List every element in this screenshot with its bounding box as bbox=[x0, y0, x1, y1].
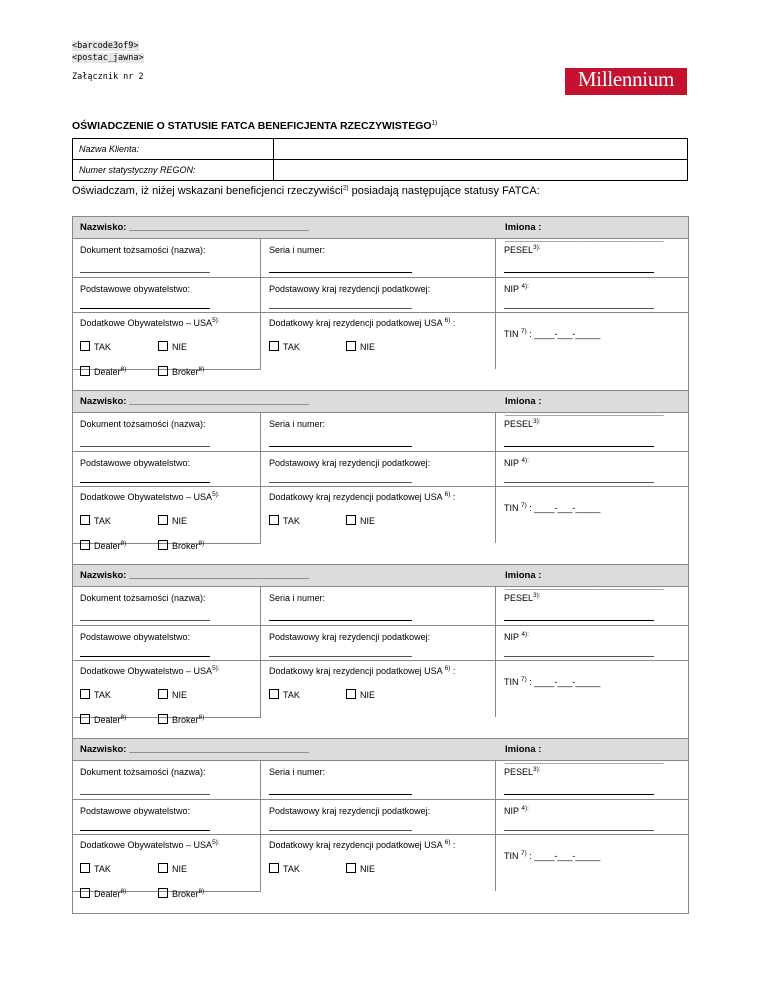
pesel-field[interactable] bbox=[504, 446, 654, 447]
regon-field[interactable] bbox=[274, 160, 688, 181]
column-divider bbox=[260, 586, 261, 717]
row-divider bbox=[73, 834, 688, 835]
tin-label: TIN $^{7)}$ : ____-___-_____ bbox=[504, 328, 601, 339]
column-divider bbox=[495, 238, 496, 369]
pesel-label: $PESEL^{3):}$ bbox=[504, 418, 541, 429]
tax-country-field[interactable] bbox=[269, 482, 412, 483]
nip-label: NIP $^{4):}$ bbox=[504, 631, 529, 642]
citizenship-label: Podstawowe obywatelstwo: bbox=[80, 284, 191, 294]
usa-citizenship-yes-checkbox[interactable]: TAK bbox=[80, 515, 111, 526]
series-number-field[interactable] bbox=[269, 620, 412, 621]
dealer-checkbox[interactable]: Dealer$^{8)}$ bbox=[80, 714, 126, 725]
beneficiary-header bbox=[73, 217, 688, 244]
pesel-field[interactable] bbox=[504, 272, 654, 273]
checkbox-icon bbox=[80, 888, 90, 898]
row-divider bbox=[73, 486, 688, 487]
nip-field[interactable] bbox=[504, 656, 654, 657]
checkbox-icon bbox=[269, 689, 279, 699]
dealer-checkbox[interactable]: Dealer$^{8)}$ bbox=[80, 366, 126, 377]
beneficiary-header bbox=[73, 391, 688, 418]
citizenship-label: Podstawowe obywatelstwo: bbox=[80, 632, 191, 642]
additional-citizenship-label: Dodatkowe Obywatelstwo – $USA^{5):}$ bbox=[80, 665, 220, 676]
usa-citizenship-yes-checkbox[interactable]: TAK bbox=[80, 863, 111, 874]
millennium-bank-logo: Millennium bbox=[565, 68, 687, 95]
checkbox-icon bbox=[158, 888, 168, 898]
additional-citizenship-label: Dodatkowe Obywatelstwo – $USA^{5):}$ bbox=[80, 839, 220, 850]
pesel-label: $PESEL^{3):}$ bbox=[504, 766, 541, 777]
id-document-label: Dokument tożsamości (nazwa): bbox=[80, 593, 206, 603]
beneficiary-block bbox=[72, 390, 689, 566]
checkbox-icon bbox=[80, 341, 90, 351]
tax-country-field[interactable] bbox=[269, 308, 412, 309]
series-number-label: Seria i numer: bbox=[269, 419, 326, 429]
declaration-text: Oświadczam, iż niżej wskazani beneficjenci rzeczywiści$^{2)}$ posiadają następujące statusy FATCA: bbox=[72, 184, 540, 197]
citizenship-label: Podstawowe obywatelstwo: bbox=[80, 458, 191, 468]
surname-field[interactable]: __________________________________ bbox=[129, 396, 309, 407]
nip-field[interactable] bbox=[504, 482, 654, 483]
first-names-label: Imiona : ______________________________ bbox=[505, 744, 664, 766]
checkbox-icon bbox=[158, 540, 168, 550]
tax-country-label: Podstawowy kraj rezydencji podatkowej: bbox=[269, 632, 431, 642]
usa-tax-no-checkbox[interactable]: NIE bbox=[346, 341, 375, 352]
surname-label: Nazwisko: __________________________________ bbox=[80, 396, 309, 407]
checkbox-icon bbox=[158, 366, 168, 376]
checkbox-icon bbox=[158, 515, 168, 525]
tin-label: TIN $^{7)}$ : ____-___-_____ bbox=[504, 502, 601, 513]
checkbox-icon bbox=[158, 863, 168, 873]
first-names-field[interactable]: ______________________________ bbox=[505, 233, 664, 244]
checkbox-icon bbox=[346, 689, 356, 699]
nip-label: NIP $^{4):}$ bbox=[504, 805, 529, 816]
usa-tax-no-checkbox[interactable]: NIE bbox=[346, 863, 375, 874]
series-number-label: Seria i numer: bbox=[269, 245, 326, 255]
series-number-label: Seria i numer: bbox=[269, 593, 326, 603]
first-names-field[interactable]: ______________________________ bbox=[505, 407, 664, 418]
checkbox-icon bbox=[80, 863, 90, 873]
series-number-field[interactable] bbox=[269, 272, 412, 273]
surname-field[interactable]: __________________________________ bbox=[129, 222, 309, 233]
beneficiary-header bbox=[73, 739, 688, 766]
checkbox-icon bbox=[158, 714, 168, 724]
id-document-field[interactable] bbox=[80, 794, 210, 795]
id-document-field[interactable] bbox=[80, 446, 210, 447]
checkbox-icon bbox=[269, 863, 279, 873]
nip-field[interactable] bbox=[504, 830, 654, 831]
id-document-label: Dokument tożsamości (nazwa): bbox=[80, 245, 206, 255]
visibility-placeholder: <postac_jawna> bbox=[72, 53, 144, 63]
checkbox-icon bbox=[346, 863, 356, 873]
checkbox-icon bbox=[80, 540, 90, 550]
row-divider bbox=[73, 312, 688, 313]
surname-label: Nazwisko: __________________________________ bbox=[80, 744, 309, 755]
row-divider bbox=[73, 277, 688, 278]
usa-tax-yes-checkbox[interactable]: TAK bbox=[269, 863, 300, 874]
citizenship-field[interactable] bbox=[80, 830, 210, 831]
tax-country-field[interactable] bbox=[269, 656, 412, 657]
dealer-checkbox[interactable]: Dealer$^{8)}$ bbox=[80, 888, 126, 899]
regon-label: Numer statystyczny REGON: bbox=[73, 160, 274, 181]
citizenship-field[interactable] bbox=[80, 308, 210, 309]
checkbox-icon bbox=[269, 341, 279, 351]
column-divider bbox=[260, 412, 261, 543]
column-divider bbox=[260, 760, 261, 891]
citizenship-label: Podstawowe obywatelstwo: bbox=[80, 806, 191, 816]
id-document-field[interactable] bbox=[80, 620, 210, 621]
client-name-label: Nazwa Klienta: bbox=[73, 139, 274, 160]
first-names-label: Imiona : ______________________________ bbox=[505, 222, 664, 244]
citizenship-field[interactable] bbox=[80, 482, 210, 483]
first-names-field[interactable]: ______________________________ bbox=[505, 581, 664, 592]
checkbox-icon bbox=[80, 515, 90, 525]
checkbox-icon bbox=[346, 341, 356, 351]
surname-label: Nazwisko: __________________________________ bbox=[80, 570, 309, 581]
broker-checkbox[interactable]: Broker$^{8)}$ bbox=[158, 714, 204, 725]
tax-country-label: Podstawowy kraj rezydencji podatkowej: bbox=[269, 458, 431, 468]
dealer-checkbox[interactable]: Dealer$^{8)}$ bbox=[80, 540, 126, 551]
additional-citizenship-label: Dodatkowe Obywatelstwo – $USA^{5):}$ bbox=[80, 491, 220, 502]
tax-country-field[interactable] bbox=[269, 830, 412, 831]
broker-checkbox[interactable]: Broker$^{8)}$ bbox=[158, 366, 204, 377]
pesel-label: $PESEL^{3):}$ bbox=[504, 244, 541, 255]
nip-field[interactable] bbox=[504, 308, 654, 309]
barcode-placeholder: <barcode3of9> bbox=[72, 41, 139, 51]
usa-tax-yes-checkbox[interactable]: TAK bbox=[269, 515, 300, 526]
series-number-label: Seria i numer: bbox=[269, 767, 326, 777]
client-name-field[interactable] bbox=[274, 139, 688, 160]
checkbox-icon bbox=[158, 689, 168, 699]
tax-country-label: Podstawowy kraj rezydencji podatkowej: bbox=[269, 284, 431, 294]
logo-subtitle: bank bbox=[650, 89, 666, 96]
checkbox-icon bbox=[80, 689, 90, 699]
checkbox-icon bbox=[346, 515, 356, 525]
additional-tax-country-label: Dodatkowy kraj rezydencji podatkowej USA $^{6)}$ : bbox=[269, 317, 456, 328]
usa-citizenship-no-checkbox[interactable]: NIE bbox=[158, 689, 187, 700]
nip-label: NIP $^{4):}$ bbox=[504, 283, 529, 294]
additional-tax-country-label: Dodatkowy kraj rezydencji podatkowej USA $^{6)}$ : bbox=[269, 491, 456, 502]
column-divider bbox=[495, 760, 496, 891]
column-divider bbox=[495, 586, 496, 717]
series-number-field[interactable] bbox=[269, 446, 412, 447]
pesel-field[interactable] bbox=[504, 794, 654, 795]
row-divider bbox=[73, 451, 688, 452]
usa-citizenship-yes-checkbox[interactable]: TAK bbox=[80, 341, 111, 352]
row-divider bbox=[73, 660, 688, 661]
id-document-label: Dokument tożsamości (nazwa): bbox=[80, 419, 206, 429]
beneficiary-block bbox=[72, 564, 689, 740]
id-document-label: Dokument tożsamości (nazwa): bbox=[80, 767, 206, 777]
broker-checkbox[interactable]: Broker$^{8)}$ bbox=[158, 540, 204, 551]
surname-field[interactable]: __________________________________ bbox=[129, 744, 309, 755]
series-number-field[interactable] bbox=[269, 794, 412, 795]
surname-label: Nazwisko: __________________________________ bbox=[80, 222, 309, 233]
usa-tax-no-checkbox[interactable]: NIE bbox=[346, 689, 375, 700]
tax-country-label: Podstawowy kraj rezydencji podatkowej: bbox=[269, 806, 431, 816]
column-divider bbox=[495, 412, 496, 543]
column-divider bbox=[260, 238, 261, 369]
usa-citizenship-yes-checkbox[interactable]: TAK bbox=[80, 689, 111, 700]
additional-tax-country-label: Dodatkowy kraj rezydencji podatkowej USA $^{6)}$ : bbox=[269, 839, 456, 850]
usa-tax-yes-checkbox[interactable]: TAK bbox=[269, 341, 300, 352]
first-names-label: Imiona : ______________________________ bbox=[505, 396, 664, 418]
usa-tax-yes-checkbox[interactable]: TAK bbox=[269, 689, 300, 700]
client-table bbox=[72, 138, 688, 181]
usa-citizenship-no-checkbox[interactable]: NIE bbox=[158, 341, 187, 352]
checkbox-icon bbox=[80, 366, 90, 376]
usa-tax-no-checkbox[interactable]: NIE bbox=[346, 515, 375, 526]
usa-citizenship-no-checkbox[interactable]: NIE bbox=[158, 515, 187, 526]
first-names-label: Imiona : ______________________________ bbox=[505, 570, 664, 592]
row-divider bbox=[73, 625, 688, 626]
citizenship-field[interactable] bbox=[80, 656, 210, 657]
checkbox-icon bbox=[158, 341, 168, 351]
beneficiary-header bbox=[73, 565, 688, 592]
broker-checkbox[interactable]: Broker$^{8)}$ bbox=[158, 888, 204, 899]
tin-label: TIN $^{7)}$ : ____-___-_____ bbox=[504, 676, 601, 687]
additional-tax-country-label: Dodatkowy kraj rezydencji podatkowej USA $^{6)}$ : bbox=[269, 665, 456, 676]
document-title: OŚWIADCZENIE O STATUSIE FATCA BENEFICJENTA RZECZYWISTEGO$^{1)}$ bbox=[72, 119, 438, 132]
additional-citizenship-label: Dodatkowe Obywatelstwo – $USA^{5):}$ bbox=[80, 317, 220, 328]
usa-citizenship-no-checkbox[interactable]: NIE bbox=[158, 863, 187, 874]
checkbox-icon bbox=[80, 714, 90, 724]
id-document-field[interactable] bbox=[80, 272, 210, 273]
beneficiary-block bbox=[72, 216, 689, 392]
beneficiary-block bbox=[72, 738, 689, 914]
tin-label: TIN $^{7)}$ : ____-___-_____ bbox=[504, 850, 601, 861]
first-names-field[interactable]: ______________________________ bbox=[505, 755, 664, 766]
checkbox-icon bbox=[269, 515, 279, 525]
attachment-label: Załącznik nr 2 bbox=[72, 72, 144, 82]
pesel-field[interactable] bbox=[504, 620, 654, 621]
surname-field[interactable]: __________________________________ bbox=[129, 570, 309, 581]
row-divider bbox=[73, 799, 688, 800]
nip-label: NIP $^{4):}$ bbox=[504, 457, 529, 468]
pesel-label: $PESEL^{3):}$ bbox=[504, 592, 541, 603]
